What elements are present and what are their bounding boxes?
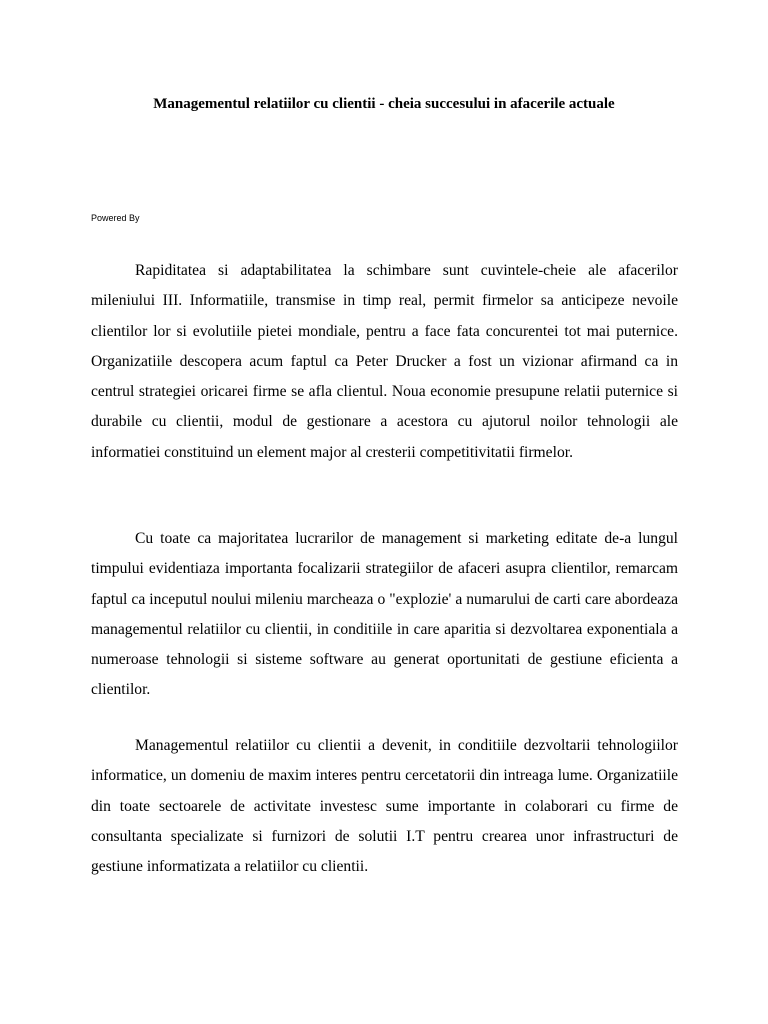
paragraph-3: Managementul relatiilor cu clientii a devenit, in conditiile dezvoltarii tehnologiilor informatice, un domeniu de maxim interes pentru cercetatorii din intreaga lume. Organizatiile din toate sectoarele de activitate investesc sume importante in colaborari cu firme de consultanta specializate si furnizori de solutii I.T pentru crearea unor infrastructuri de gestiune informatizata a relatiilor cu clientii. bbox=[91, 737, 678, 876]
paragraph-1: Rapiditatea si adaptabilitatea la schimbare sunt cuvintele-cheie ale afacerilor mileniului III. Informatiile, transmise in timp real, permit firmelor sa anticipeze nevoile clientilor lor si evolutiile pietei mondiale, pentru a face fata concurentei tot mai puternice. Organizatiile descopera acum faptul ca Peter Drucker a fost un vizionar afirmand ca in centrul strategiei oricarei firme se afla clientul. Noua economie presupune relatii puternice si durabile cu clientii, modul de gestionare a acestora cu ajutorul noilor tehnologii ale informatiei constituind un element major al cresterii competitivitatii firmelor. bbox=[91, 262, 678, 461]
paragraph-2: Cu toate ca majoritatea lucrarilor de management si marketing editate de-a lungul timpului evidentiaza importanta focalizarii strategiilor de afaceri asupra clientilor, remarcam faptul ca inceputul noului mileniu marcheaza o "explozie' a numarului de carti care abordeaza managementul relatiilor cu clientii, in conditiile in care aparitia si dezvoltarea exponentiala a numeroase tehnologii si sisteme software au generat oportunitati de gestiune eficienta a clientilor. bbox=[91, 530, 678, 699]
document-title: Managementul relatiilor cu clientii - cheia succesului in afacerile actuale bbox=[153, 96, 615, 112]
powered-by-label: Powered By bbox=[91, 213, 140, 223]
